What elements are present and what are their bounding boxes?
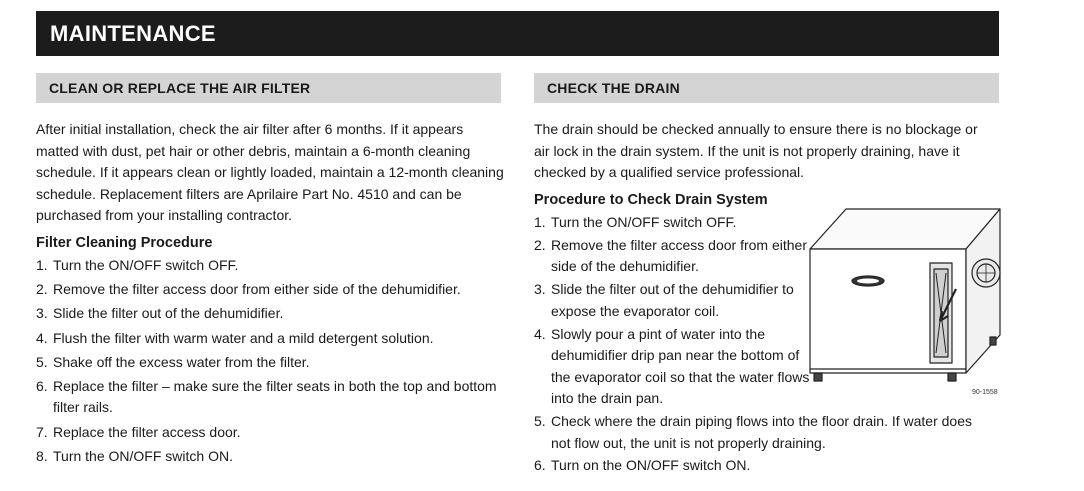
list-item: 3. Slide the filter out of the dehumidifier. [36, 305, 284, 322]
list-item: 2. Remove the filter access door from either side of the dehumidifier. [534, 236, 807, 275]
air-filter-column [36, 119, 506, 470]
drain-procedure-title: Procedure to Check Drain System [534, 191, 768, 208]
figure-code: 90-1558 [972, 389, 998, 396]
list-item: 4. Flush the filter with warm water and a mild detergent solution. [36, 329, 434, 346]
filter-procedure-title: Filter Cleaning Procedure [36, 234, 213, 251]
list-item: 1. Turn the ON/OFF switch OFF. [36, 257, 239, 273]
list-item: 8. Turn the ON/OFF switch ON. [36, 447, 233, 464]
list-item: 6. Turn on the ON/OFF switch ON. [534, 457, 751, 474]
list-item: 6. Replace the filter – make sure the filter seats in both the top and bottom filter rails. [36, 377, 497, 416]
list-item: 2. Remove the filter access door from either side of the dehumidifier. [36, 281, 461, 298]
page-title-banner [36, 11, 999, 56]
list-item: 4. Slowly pour a pint of water into the dehumidifier drip pan near the bottom of the evaporator coil so that the water flows into the drain pan. [534, 325, 810, 407]
list-item: 3. Slide the filter out of the dehumidifier to expose the evaporator coil. [534, 281, 794, 319]
list-item: 1. Turn the ON/OFF switch OFF. [534, 214, 737, 230]
list-item: 5. Shake off the excess water from the filter. [36, 353, 310, 370]
dehumidifier-illustration-icon [806, 203, 1006, 403]
filter-steps-list [36, 255, 506, 467]
section-heading-text: CLEAN OR REPLACE THE AIR FILTER [49, 80, 311, 96]
section-heading-text: CHECK THE DRAIN [547, 80, 680, 96]
section-heading-drain [534, 73, 999, 103]
air-filter-intro: After initial installation, check the air filter after 6 months. If it appears matted with dust, pet hair or other debris, maintain a 6-month cleaning schedule. If it appears clean or lightly loaded, maintain a 12-month cleaning schedule. Replacement filters are Aprilaire Part No. 4510 and can be purchased from your installing contractor. [36, 121, 504, 223]
drain-steps-list-continued [534, 411, 994, 477]
section-heading-air-filter [36, 73, 501, 103]
list-item: 5. Check where the drain piping flows into the floor drain. If water does not flow out, the unit is not properly draining. [534, 413, 973, 451]
page-title: MAINTENANCE [50, 21, 216, 46]
drain-intro: The drain should be checked annually to ensure there is no blockage or air lock in the drain system. If the unit is not properly draining, have it checked by a qualified service professional. [534, 121, 978, 180]
list-item: 7. Replace the filter access door. [36, 423, 241, 440]
